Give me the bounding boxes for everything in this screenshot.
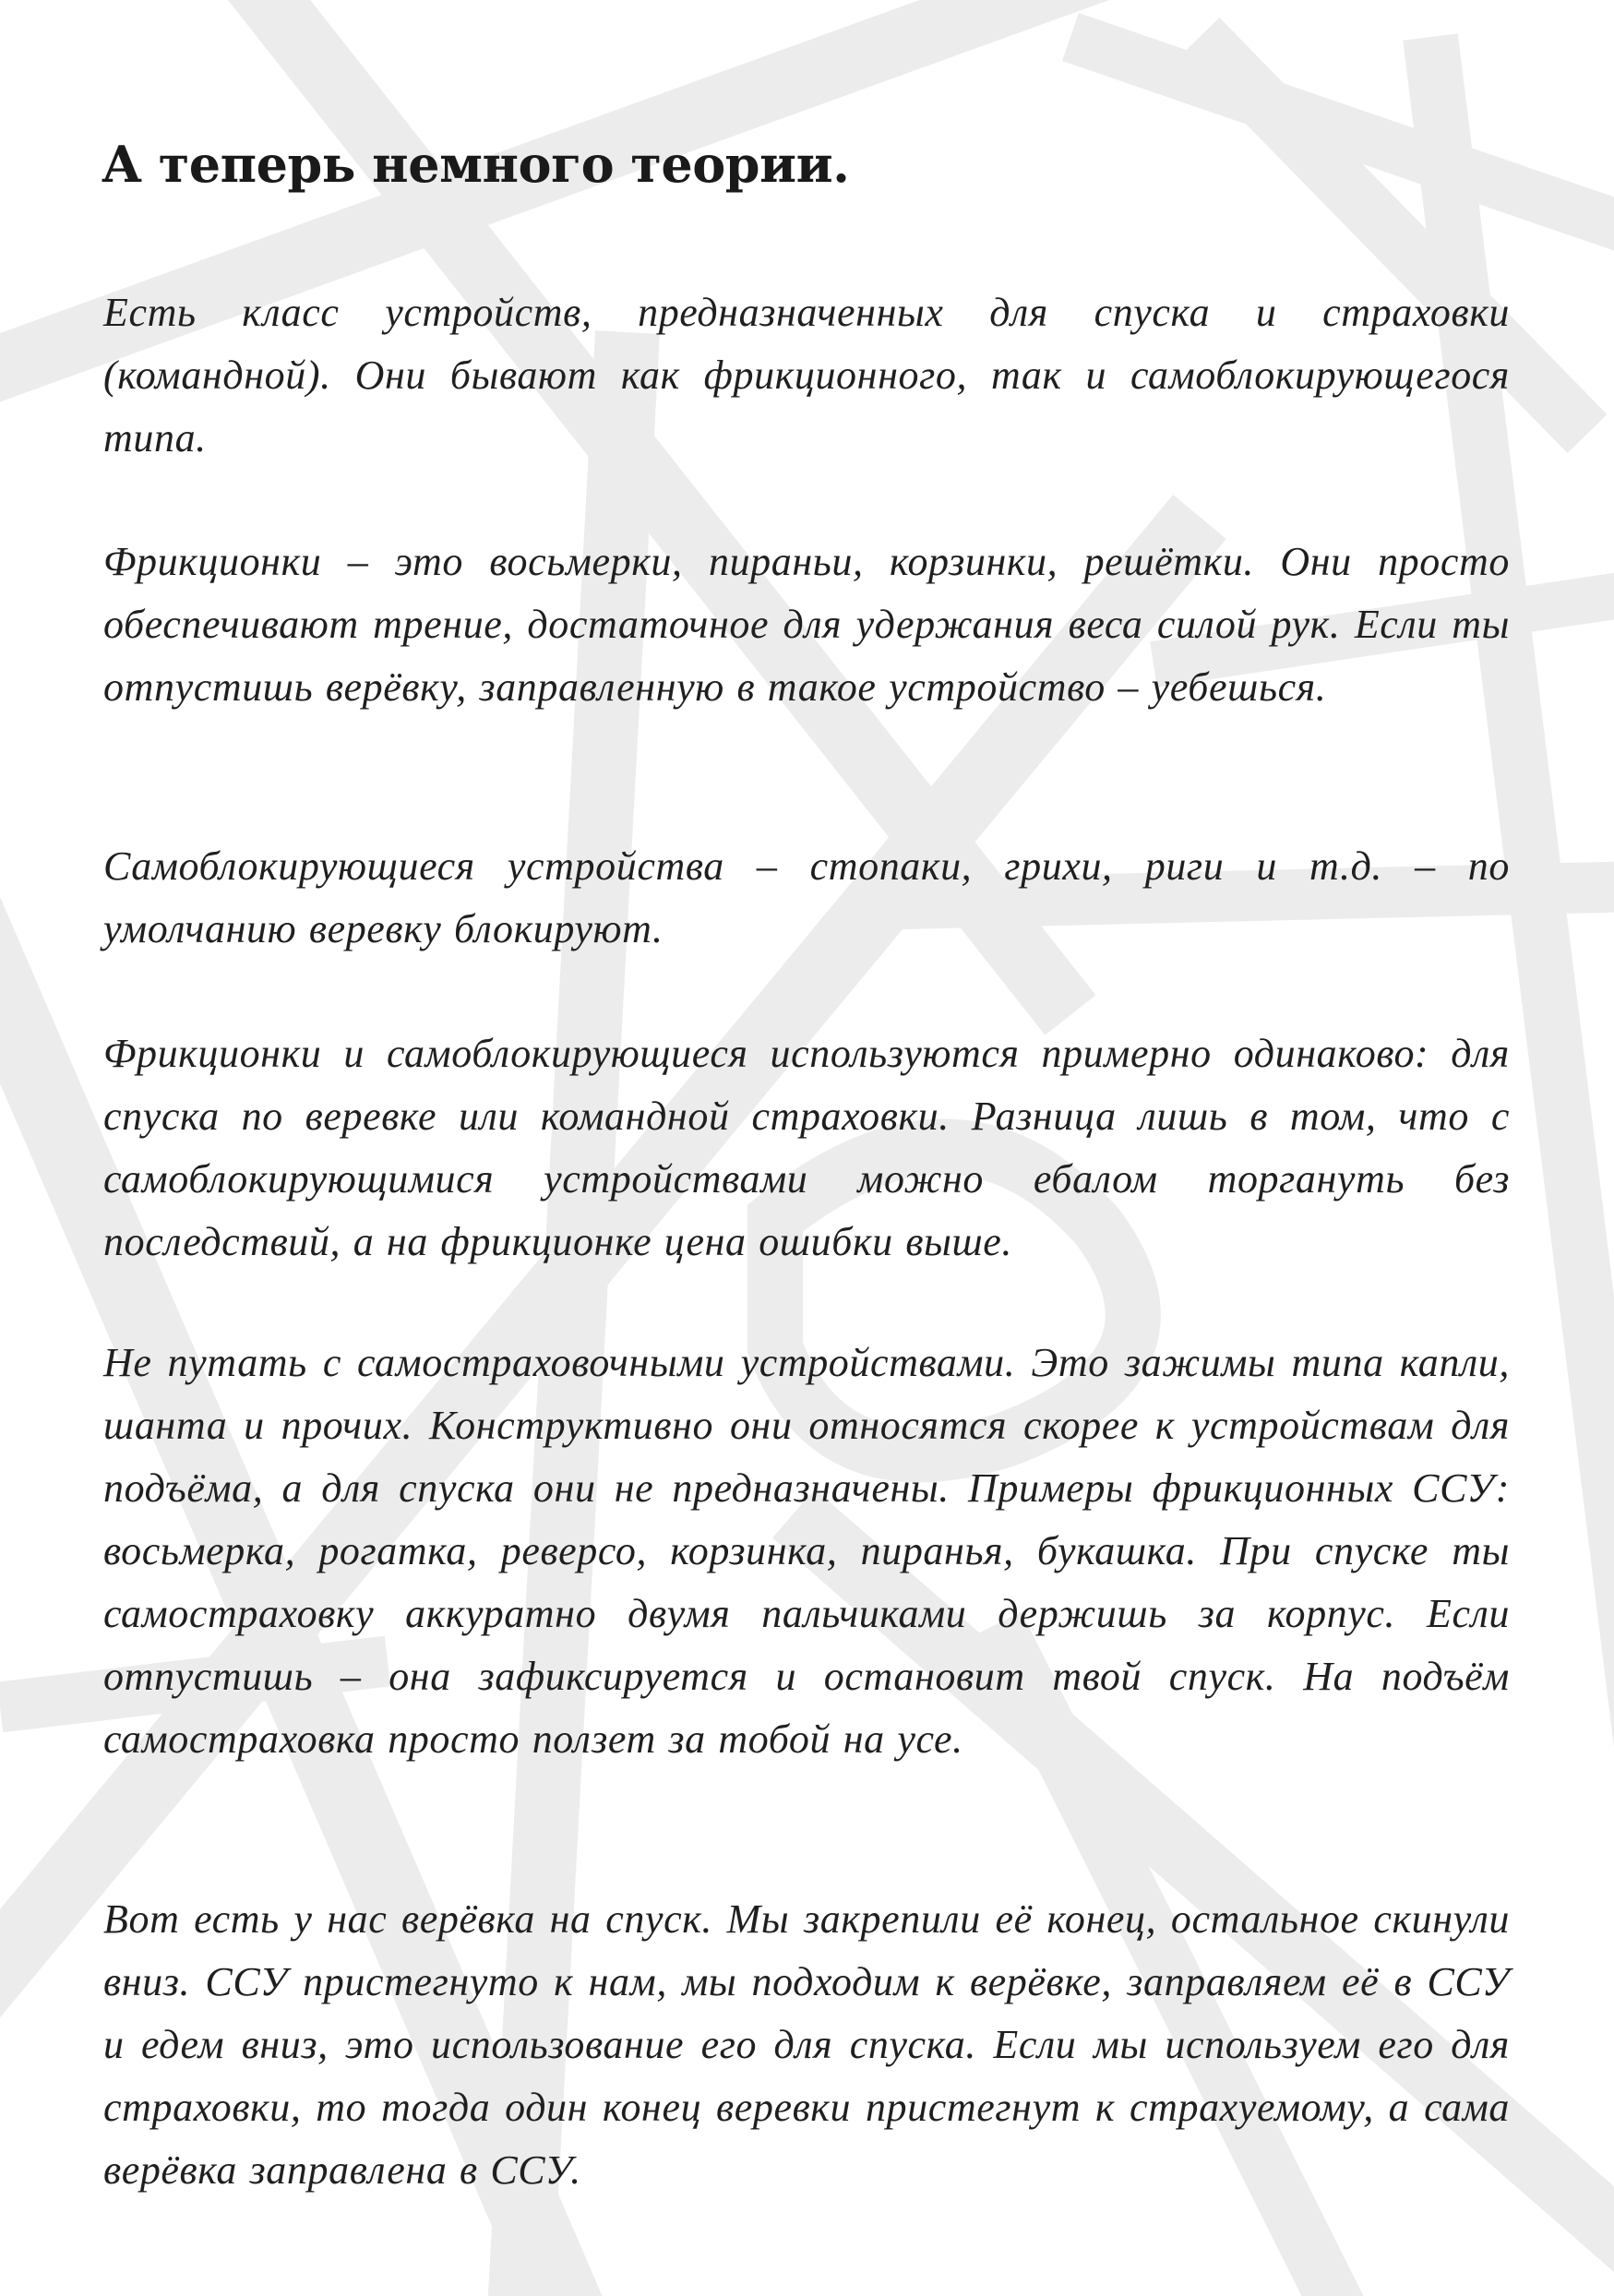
paragraph-intro: Есть класс устройств, предназначенных для спуска и страховки (командной). Они бывают как фрикционного, так и самоблокирующегося типа.: [103, 290, 1510, 460]
paragraph-friction-devices: Фрикционки – это восьмерки, пираньи, корзинки, решётки. Они просто обеспечивают трение, достаточное для удержания веса силой рук. Если ты отпустишь верёвку, заправленную в такое устройство – уебешься.: [103, 539, 1510, 710]
paragraph-self-belay-devices: Не путать с самостраховочными устройствами. Это зажимы типа капли, шанта и прочих. Конструктивно они относятся скорее к устройствам для подъёма, а для спуска они не предназначены. Примеры фрикционных ССУ: восьмерка, рогатка, реверсо, корзинка, пиранья, букашка. При спуске ты самостраховку аккуратно двумя пальчиками держишь за корпус. Если отпустишь – она зафиксируется и остановит твой спуск. На подъём самостраховка просто ползет за тобой на усе.: [103, 1340, 1510, 1762]
paragraph-self-locking-devices: Самоблокирующиеся устройства – стопаки, грихи, риги и т.д. – по умолчанию веревку блокируют.: [103, 843, 1510, 951]
paragraph-rope-usage: Вот есть у нас верёвка на спуск. Мы закрепили её конец, остальное скинули вниз. ССУ пристегнуто к нам, мы подходим к верёвке, заправляем её в ССУ и едем вниз, это использование его для спуска. Если мы используем его для страховки, то тогда один конец веревки пристегнут к страхуемому, а сама верёвка заправлена в ССУ.: [103, 1896, 1510, 2193]
page-title: А теперь немного теории.: [102, 135, 850, 194]
paragraph-comparison: Фрикционки и самоблокирующиеся используются примерно одинаково: для спуска по веревке или командной страховки. Разница лишь в том, что с самоблокирующимися устройствами можно ебалом торгануть без последствий, а на фрикционке цена ошибки выше.: [103, 1031, 1510, 1264]
